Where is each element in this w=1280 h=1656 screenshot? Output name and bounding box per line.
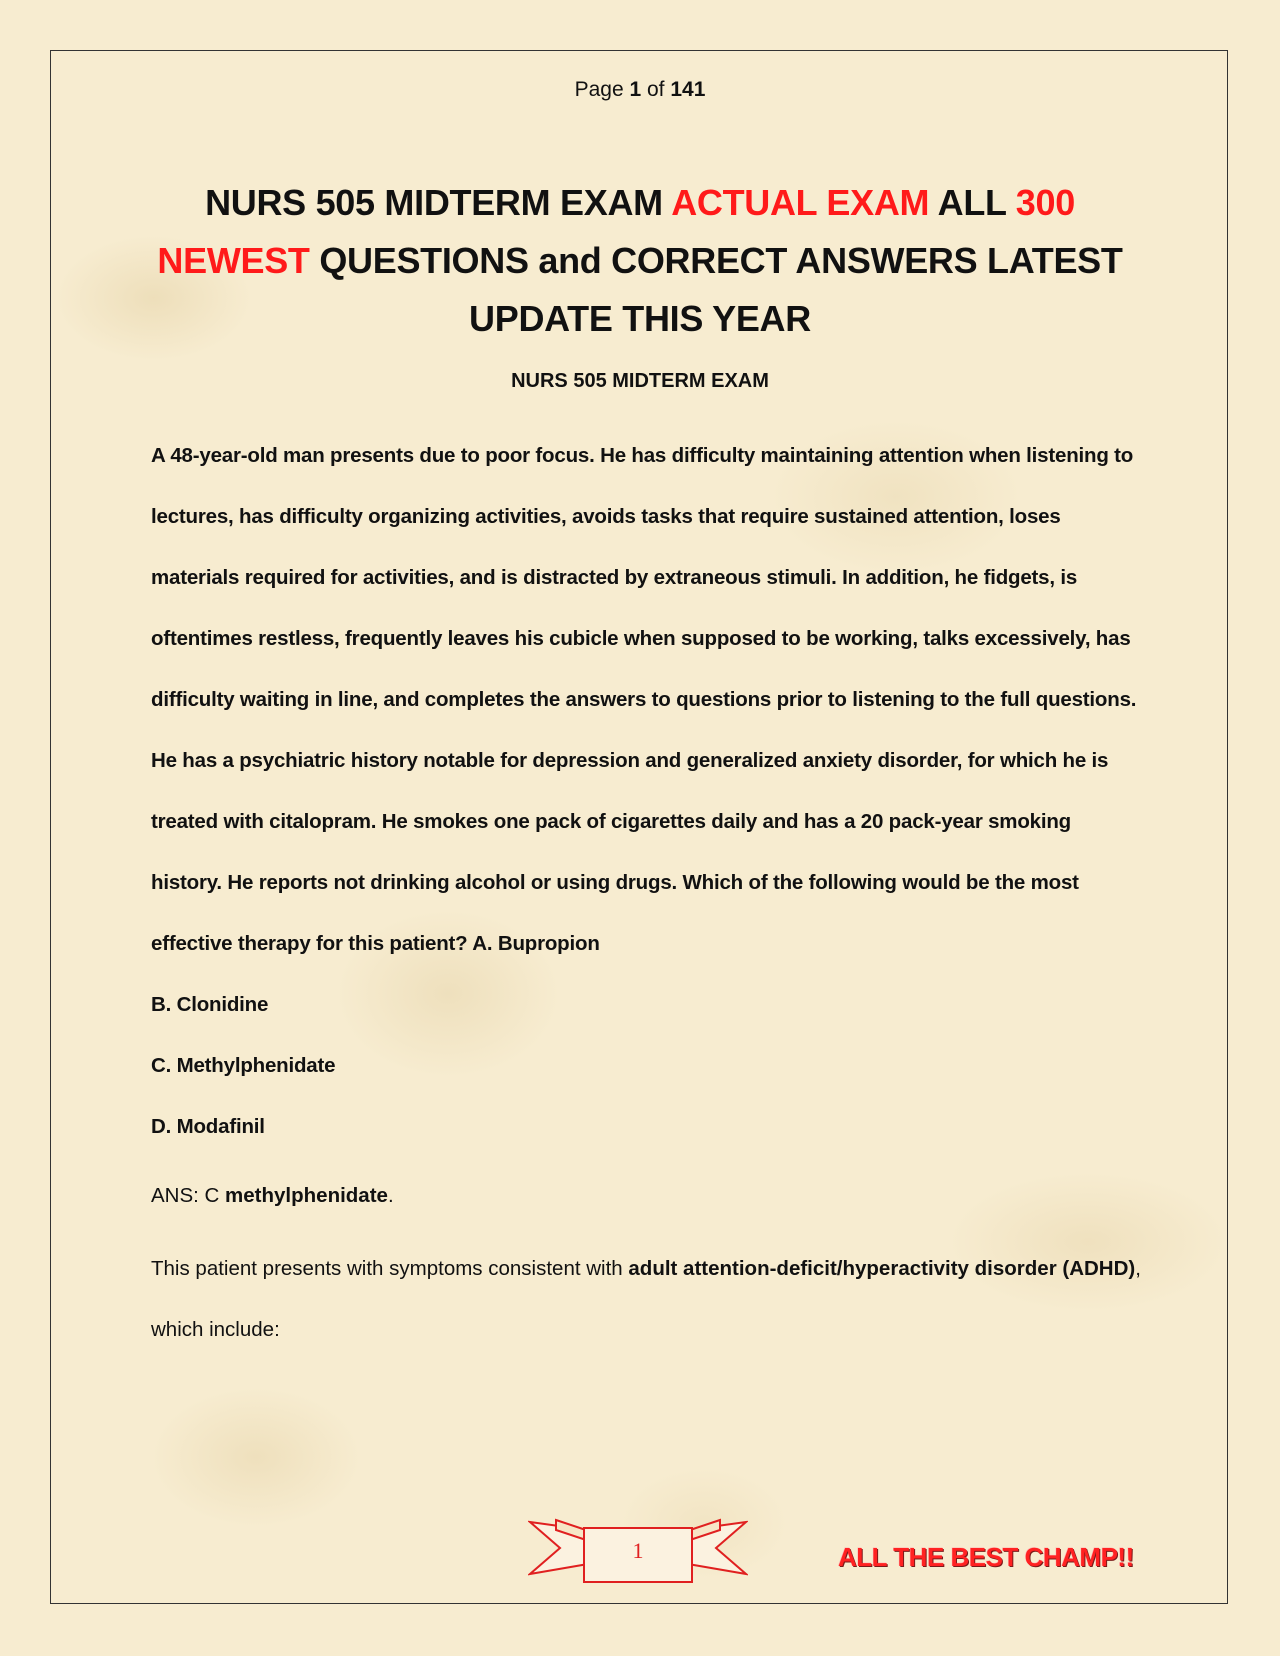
question-block xyxy=(151,444,1141,1374)
title-part1: NURS 505 MIDTERM EXAM xyxy=(205,182,672,223)
page-label: Page xyxy=(574,78,624,101)
explanation-prefix: This patient presents with symptoms consistent with xyxy=(151,1257,629,1280)
page-total: 141 xyxy=(670,78,706,101)
page-indicator xyxy=(0,78,1280,102)
answer-value: methylphenidate xyxy=(225,1184,388,1207)
answer-line xyxy=(151,1174,1141,1218)
answer-prefix: ANS: C xyxy=(151,1184,226,1207)
footer-slogan: ALL THE BEST CHAMP!! xyxy=(838,1542,1134,1572)
option-b: B. Clonidine xyxy=(151,993,269,1016)
title-actual-exam: ACTUAL EXAM xyxy=(671,182,930,223)
option-d: D. Modafinil xyxy=(151,1115,265,1138)
title-part6: QUESTIONS and CORRECT ANSWERS LATEST UPDATE THIS YEAR xyxy=(309,240,1123,339)
footer-page-number: 1 xyxy=(632,1538,644,1563)
page-of-label: of xyxy=(647,78,665,101)
document-title xyxy=(140,174,1140,348)
answer-suffix: . xyxy=(387,1184,394,1207)
answer-options xyxy=(151,974,1141,1157)
title-newest: NEWEST xyxy=(157,240,310,281)
title-part3: ALL xyxy=(929,182,1016,223)
page-current: 1 xyxy=(629,78,642,101)
document-subtitle: NURS 505 MIDTERM EXAM xyxy=(511,370,769,392)
option-c: C. Methylphenidate xyxy=(151,1054,336,1077)
explanation-text xyxy=(151,1238,1141,1360)
explanation-suffix: , which include: xyxy=(151,1257,1141,1341)
explanation-diagnosis: adult attention-deficit/hyperactivity disorder (ADHD) xyxy=(628,1257,1136,1280)
footer-ribbon xyxy=(528,1516,748,1584)
title-count: 300 xyxy=(1015,182,1075,223)
question-text: A 48-year-old man presents due to poor focus. He has difficulty maintaining attention when listening to lectures, has difficulty organizing activities, avoids tasks that require sustained attention, loses materials required for activities, and is distracted by extraneous stimuli. In addition, he fidgets, is oftentimes restless, frequently leaves his cubicle when supposed to be working, talks excessively, has difficulty waiting in line, and completes the answers to questions prior to listening to the full questions. He has a psychiatric history notable for depression and generalized anxiety disorder, for which he is treated with citalopram. He smokes one pack of cigarettes daily and has a 20 pack-year smoking history. He reports not drinking alcohol or using drugs. Which of the following would be the most effective therapy for this patient? A. Bupropion xyxy=(151,444,1137,955)
